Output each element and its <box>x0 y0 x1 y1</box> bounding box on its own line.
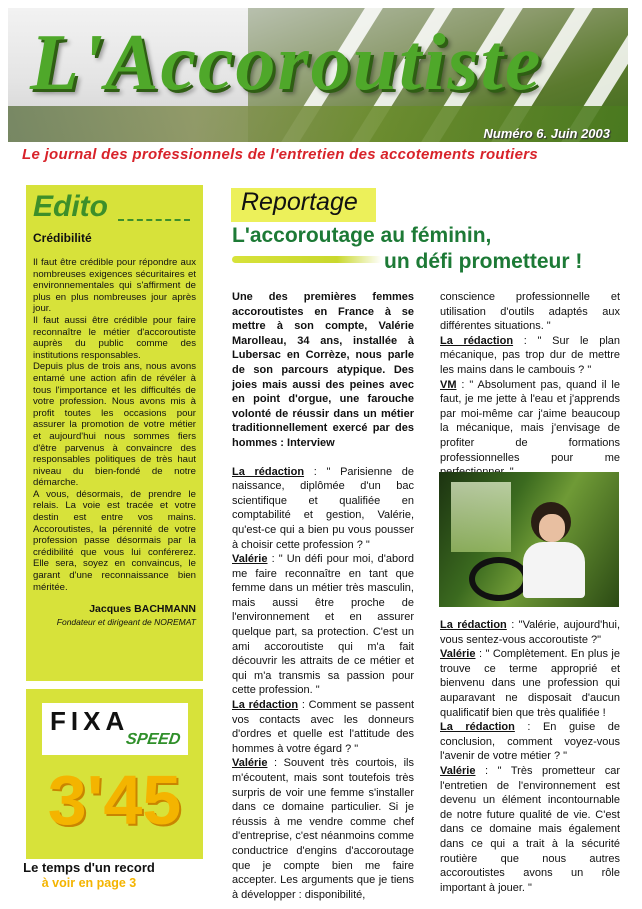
interview-text: : "Valérie, aujourd'hui, vous sentez-vous accoroutiste ?" <box>440 619 621 646</box>
fixa-brand: FIXA <box>50 706 130 736</box>
article-lead: Une des premières femmes accoroutistes en France à se mettre à son compte, Valérie Marolleau, 34 ans, installée à Lubersac en Corrèze, nous parle de son parcours atypique. Des joies mais aussi des peines avec en point d'orgue, une farouche volonté de réussir dans un métier traditionnellement exercé par des hommes : Interview <box>232 291 414 449</box>
interview-text: : " Très prometteur car l'entretien de l'environnement est devenu un élément incontournable de notre future qualité de vie. C'est dans ce domaine mais également dans ce qui a trait à la sécurité routière que nous autres accoroutistes avons un rôle important à jouer. " <box>440 764 620 894</box>
interview-block <box>232 552 414 698</box>
interview-text: : " Absolument pas, quand il le faut, je me jette à l'eau et j'apprends par moi-même car j'aime beaucoup la mécanique, mais j'envisage de profiter de formations professionnelles pour me <box>440 378 620 464</box>
edito-signature-role: Fondateur et dirigeant de NOREMAT <box>56 617 196 628</box>
interview-text: : Comment se passent vos contacts avec les donneurs d'ordres et quelle est l'attitude des hommes à votre égard ? " <box>232 699 415 755</box>
interview-text: : " Parisienne de naissance, diplômée d'un bac scientifique et qualifiée en comptabilité et gestion, Valérie, qu'est-ce qui a bien pu vous pousser à choisir cette profession ? " <box>232 465 414 551</box>
speaker-name: La rédaction <box>440 721 515 734</box>
interview-text: : En guise de conclusion, comment voyez-vous l'avenir de votre métier ? " <box>440 721 620 763</box>
interview-text: : " Sur le plan mécanique, pas trop dur de mettre les mains dans le cambouis ? " <box>440 334 621 376</box>
interview-block <box>232 756 414 902</box>
ad-page-reference[interactable]: à voir en page 3 <box>41 876 137 890</box>
interview-block <box>440 334 620 378</box>
ad-caption: Le temps d'un record <box>23 860 155 875</box>
interview-block <box>232 465 414 553</box>
interview-text: : " Un défi pour moi, d'abord me faire reconnaître en tant que femme dans un métier très masculin, mais aussi être proche de l'environnement et en assurer quelque part, sa protection. C'est un ami accoroutiste qui m'a fait découvrir les attraits de ce métier et qui m'a transmis sa passion pour cette profession. " <box>232 553 414 697</box>
steering-wheel-illustration <box>469 557 529 601</box>
interview-block <box>440 618 620 647</box>
article-headline-line-2: un défi prometteur ! <box>384 250 583 273</box>
speaker-name: VM <box>440 378 457 391</box>
edito-paragraph: Depuis plus de trois ans, nous avons entamé une action afin de révéler à tous l'importance et les difficultés de votre profession. Nous avons mis à profit toutes les occasions pour assurer la promotion de votre métier et aujourd'hui nous sommes fiers d'être parvenus à convaincre des responsables politiques de très haut niveau du bien-fondé de notre démarche. <box>33 361 196 489</box>
headline-brush-stroke <box>232 256 382 263</box>
speaker-name: Valérie <box>440 648 476 661</box>
interview-block <box>232 698 414 756</box>
article-column-right-bottom <box>440 618 620 895</box>
fixa-brand-sub: SPEED <box>124 731 182 748</box>
edito-paragraph: Il faut être crédible pour répondre aux nombreuses exigences sécuritaires et environnementales qui s'affirment de plus en plus nombreuses jour après jour. <box>33 257 196 315</box>
edito-paragraph: Il faut aussi être crédible pour faire reconnaître le métier d'accoroutiste auprès du public comme des institutions responsables. <box>33 314 196 361</box>
speaker-name: Valérie <box>232 553 268 566</box>
article-headline-line-1: L'accoroutage au féminin, <box>232 224 492 247</box>
speaker-name: Valérie <box>440 764 476 777</box>
section-label: Reportage <box>241 188 358 216</box>
interview-block <box>440 378 620 480</box>
speaker-name: La rédaction <box>440 334 514 347</box>
edito-heading: Edito <box>33 190 108 223</box>
newspaper-title: L'Accoroutiste <box>30 19 543 107</box>
interview-block <box>440 720 620 764</box>
interview-text: conscience professionnelle et utilisation d'outils adaptés aux différentes situations. " <box>440 291 620 333</box>
fixa-speed-ad <box>26 689 203 859</box>
tagline: Le journal des professionnels de l'entretien des accotements routiers <box>22 146 539 163</box>
article-column-right-top <box>440 290 620 480</box>
interview-text: : " Complètement. En plus je trouve ce terme approprié et bienvenu dans une profession qui auparavant ne disposait d'aucun qualificatif bien que très qualifiée ! <box>440 648 620 719</box>
fixa-logo <box>42 703 188 755</box>
edito-subtitle: Crédibilité <box>33 231 92 245</box>
speaker-name: La rédaction <box>440 619 507 631</box>
masthead-banner <box>8 8 628 142</box>
edito-signature: Jacques BACHMANN <box>89 603 196 616</box>
edito-dashed-rule <box>118 219 190 221</box>
issue-number: Numéro 6. Juin 2003 <box>483 126 610 141</box>
speaker-name: La rédaction <box>232 699 299 712</box>
edito-box <box>26 185 203 681</box>
interview-photo <box>439 472 619 607</box>
record-time: 3'45 <box>47 761 182 839</box>
edito-paragraph: A vous, désormais, de prendre le relais. La voie est tracée et votre destin est entre vos mains. Accoroutistes, la pérennité de votre profession passe désormais par la crédibilité que vous lui conférerez. Elle sera, soyez en convaincus, le garant d'une reconnaissance bien méritée. <box>33 488 196 593</box>
article-column-left <box>232 290 414 902</box>
speaker-name: La rédaction <box>232 465 305 478</box>
interview-block <box>440 647 620 720</box>
speaker-name: Valérie <box>232 757 268 770</box>
interview-block <box>440 764 620 895</box>
interview-text: : Souvent très courtois, ils m'écoutent, mais sont toutefois très surpris de voir une femme s'installer dans ce domaine particulier. Si je réussis à me vendre comme chef d'entreprise, c'est néanmoins comme conductrice d'engins d'accoroutage que je compte bien me faire accepter. Les arguments que je tiens à développer : disponibilité, <box>232 757 414 901</box>
interview-block <box>440 290 620 334</box>
